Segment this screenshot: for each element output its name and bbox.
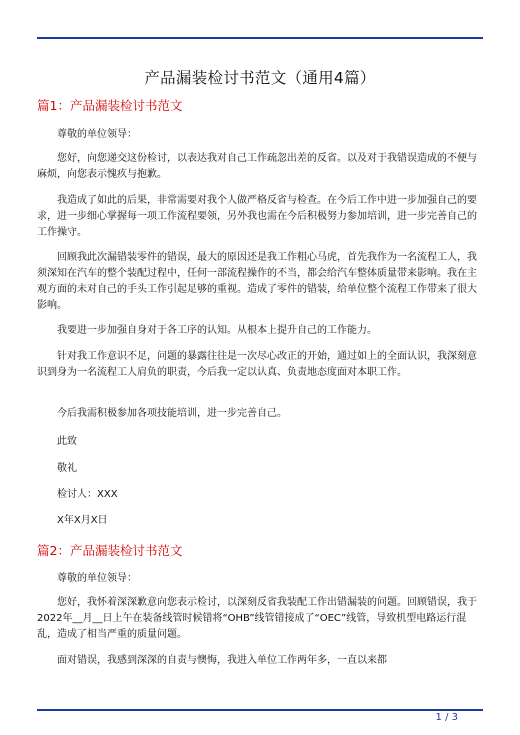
- closing-line: 此致: [57, 436, 77, 447]
- paragraph: 您好，我怀着深深歉意向您表示检讨，以深刻反省我装配工作出错漏装的问题。回顾错误，我于2022年__月__日上午在装备线管时候错将“OHB”线管错接成了“OEC”线管，导致机型电路运行混乱，造成了相当严重的质量问题。: [37, 597, 477, 640]
- salutation: 尊敬的单位领导：: [57, 129, 137, 140]
- paragraph: 我造成了如此的后果，非常需要对我个人做严格反省与检查。在今后工作中进一步加强自己的要求，进一步细心掌握每一项工作流程要领，另外我也需在今后积极努力参加培训，进一步完善自己的工作操守。: [37, 195, 477, 238]
- paragraph: 今后我需积极参加各项技能培训，进一步完善自己。: [57, 408, 287, 419]
- section-heading: 篇2：产品漏装检讨书范文: [37, 543, 183, 558]
- date: X年X月X日: [57, 515, 108, 526]
- page-title: 产品漏装检讨书范文（通用4篇）: [144, 69, 376, 87]
- paragraph: 回顾我此次漏错装零件的错误，最大的原因还是我工作粗心马虎，首先我作为一名流程工人，我须深知在汽车的整个装配过程中，任何一部流程操作的不当，都会给汽车整体质量带来影响。我在主观方面的未对自己的手头工作引起足够的重视。造成了零件的错装，给单位整个流程工作带来了很大影响。: [37, 252, 477, 311]
- salutation: 尊敬的单位领导：: [57, 573, 137, 584]
- page-number: 1 / 3: [435, 712, 458, 723]
- closing-line: 敬礼: [57, 463, 77, 474]
- section-heading: 篇1：产品漏装检讨书范文: [37, 98, 183, 113]
- paragraph: 您好，向您递交这份检讨，以表达我对自己工作疏忽出差的反省。以及对于我错误造成的不便与麻烦，向您表示愧疚与抱歉。: [37, 153, 477, 180]
- paragraph: 针对我工作意识不足，问题的暴露往往是一次尽心改正的开始，通过如上的全面认识，我深刻意识到身为一名流程工人肩负的职责，今后我一定以认真、负责地态度面对本职工作。: [37, 351, 477, 378]
- header-rule: [37, 37, 483, 39]
- paragraph: 我要进一步加强自身对于各工序的认知。从根本上提升自己的工作能力。: [57, 325, 377, 336]
- footer-rule: [37, 709, 483, 711]
- signature: 检讨人：XXX: [57, 489, 118, 500]
- paragraph: 面对错误，我感到深深的自责与懊悔，我进入单位工作两年多，一直以来都: [57, 655, 387, 666]
